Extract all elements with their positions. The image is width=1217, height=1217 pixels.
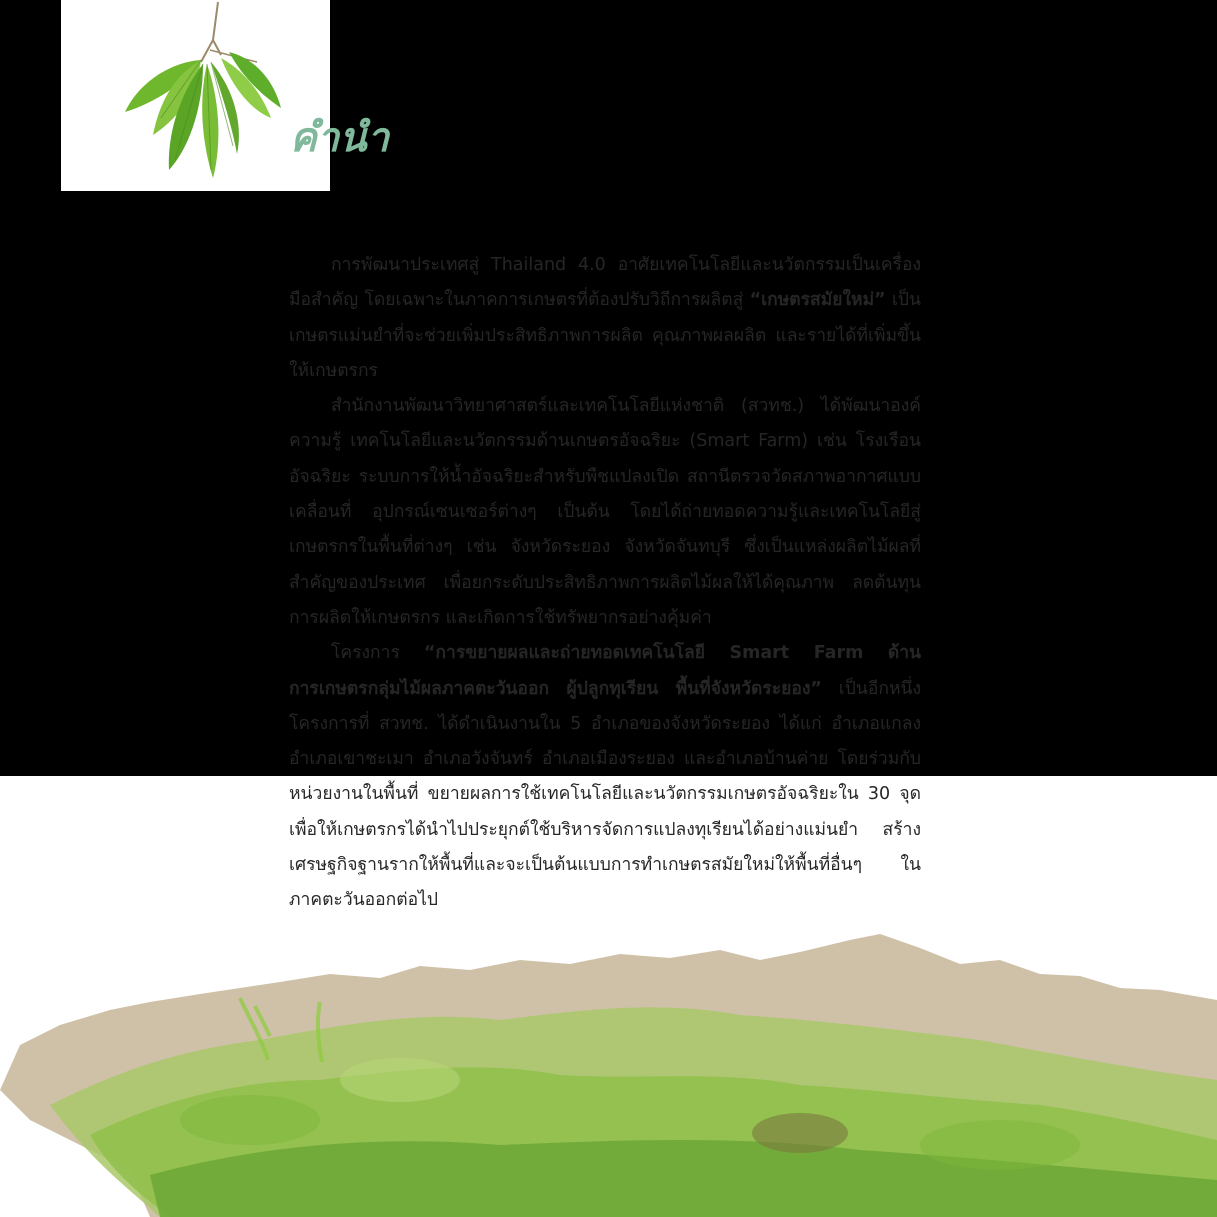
- intro-paragraph: [289, 636, 921, 918]
- paragraph-text: สำนักงานพัฒนาวิทยาศาสตร์และเทคโนโลยีแห่งชาติ (สวทช.) ได้พัฒนาองค์ความรู้ เทคโนโลยีและนวัตกรรมด้านเกษตรอัจฉริยะ (Smart Farm) เช่น โรงเรือนอัจฉริยะ ระบบการให้น้ำอัจฉริยะสำหรับพืชแปลงเปิด สถานีตรวจวัดสภาพอากาศแบบเคลื่อนที่ อุปกรณ์เซนเซอร์ต่างๆ เป็นต้น โดยได้ถ่ายทอดความรู้และเทคโนโลยีสู่เกษตรกรในพื้นที่ต่างๆ เช่น จังหวัดระยอง จังหวัดจันทบุรี ซึ่งเป็นแหล่งผลิตไม้ผลที่สำคัญของประเทศ เพื่อยกระดับประสิทธิภาพการผลิตไม้ผลให้ได้คุณภาพ ลดต้นทุนการผลิตให้เกษตรกร และเกิดการใช้ทรัพยากรอย่างคุ้มค่า: [289, 396, 921, 628]
- intro-body-text: [289, 248, 921, 919]
- paragraph-text: เป็นเกษตรแม่นยำที่จะช่วยเพิ่มประสิทธิภาพการผลิต คุณภาพผลผลิต และรายได้ที่เพิ่มขึ้นให้เกษตรกร: [289, 290, 921, 381]
- paragraph-text: โครงการ: [331, 643, 424, 664]
- leaf-illustration: [61, 0, 330, 191]
- paragraph-text: เป็นอีกหนึ่งโครงการที่ สวทช. ได้ดำเนินงานใน 5 อำเภอของจังหวัดระยอง ได้แก่ อำเภอแกลง อำเภอเขาชะเมา อำเภอวังจันทร์ อำเภอเมืองระยอง และอำเภอบ้านค่าย โดยร่วมกับหน่วยงานในพื้นที่ ขยายผลการใช้เทคโนโลยีและนวัตกรรมเกษตรอัจฉริยะใน 30 จุด เพื่อให้เกษตรกรได้นำไปประยุกต์ใช้บริหารจัดการแปลงทุเรียนได้อย่างแม่นยำ สร้างเศรษฐกิจฐานรากให้พื้นที่และจะเป็นต้นแบบการทำเกษตรสมัยใหม่ให้พื้นที่อื่นๆ ในภาคตะวันออกต่อไป: [289, 678, 922, 911]
- emphasis-text: “การขยายผลและถ่ายทอดเทคโนโลยี Smart Farm ด้านการเกษตรกลุ่มไม้ผลภาคตะวันออก ผู้ปลูกทุเรียน พื้นที่จังหวัดระยอง”: [289, 643, 922, 699]
- paragraph-text: การพัฒนาประเทศสู่ Thailand 4.0 อาศัยเทคโนโลยีและนวัตกรรมเป็นเครื่องมือสำคัญ โดยเฉพาะในภาคการเกษตรที่ต้องปรับวิถีการผลิตสู่: [289, 255, 921, 311]
- intro-paragraph: [289, 248, 921, 389]
- durian-leaf-icon: [61, 0, 330, 191]
- emphasis-text: “เกษตรสมัยใหม่”: [749, 290, 886, 311]
- grass-field-illustration: [0, 930, 1217, 1217]
- intro-paragraph: [289, 389, 921, 636]
- page-title: คำนำ: [290, 114, 390, 161]
